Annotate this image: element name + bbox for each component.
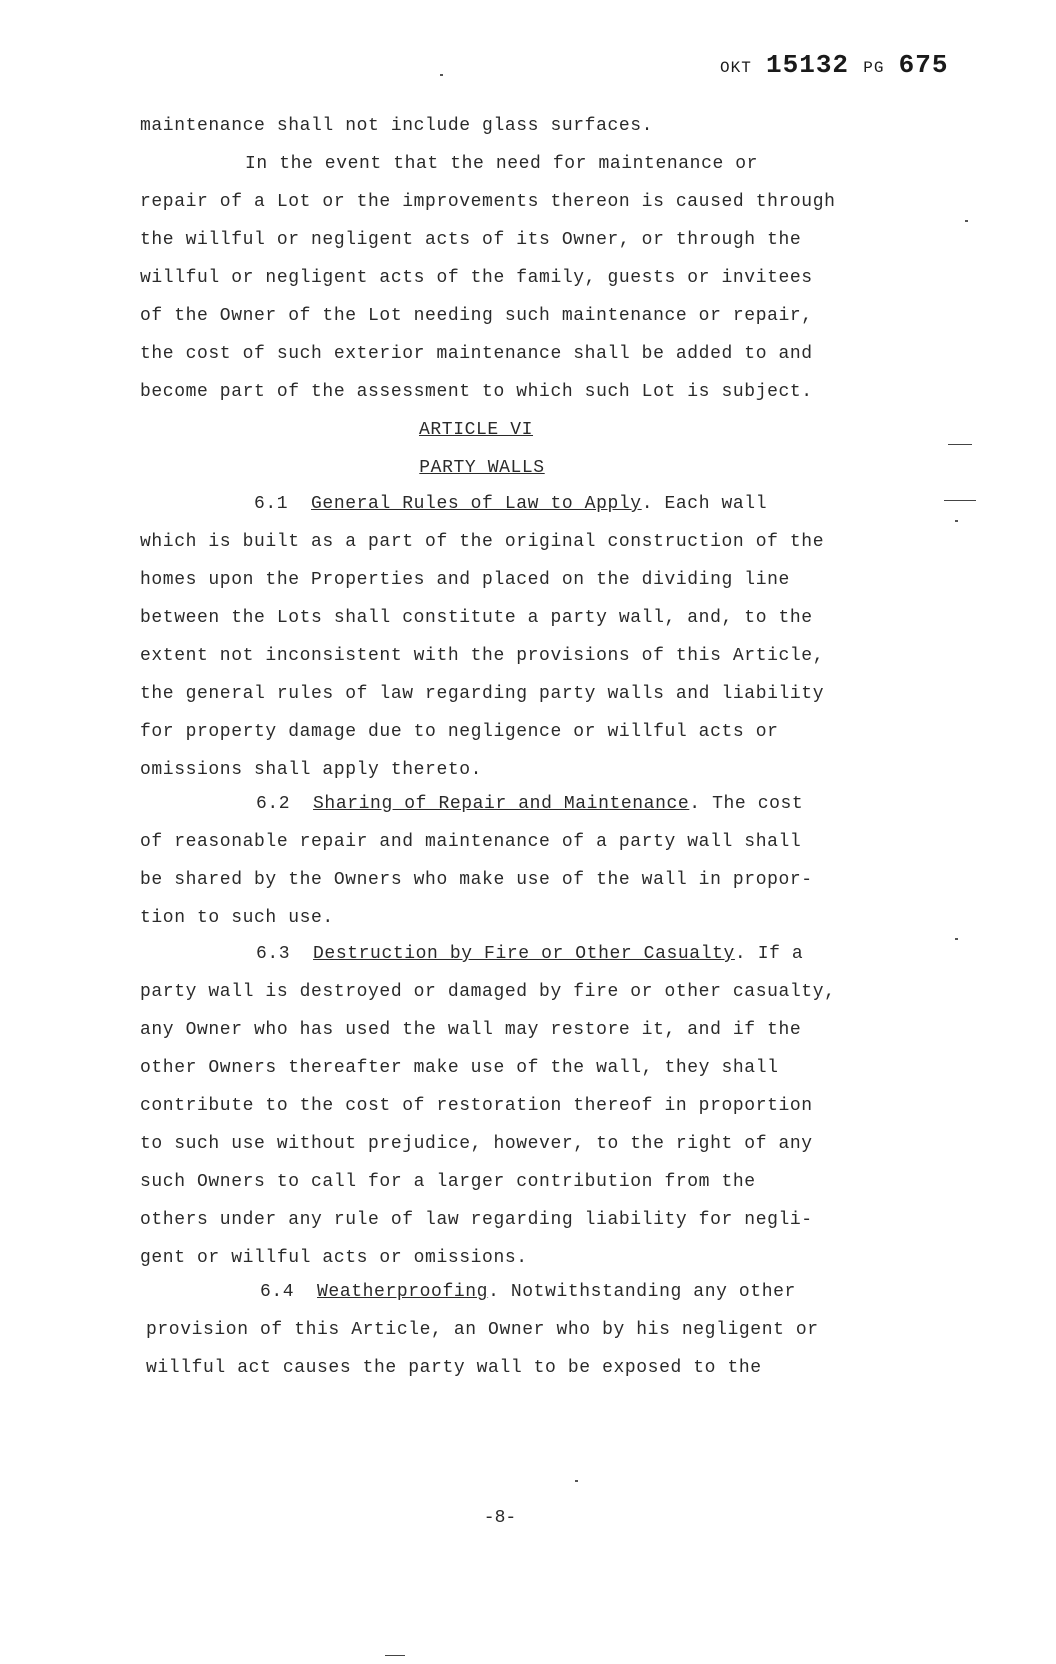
text-line: repair of a Lot or the improvements thereon is caused through bbox=[140, 192, 836, 212]
section-number: 6.1 bbox=[254, 494, 289, 514]
text-line: gent or willful acts or omissions. bbox=[140, 1248, 528, 1268]
text-line: the willful or negligent acts of its Owner, or through the bbox=[140, 230, 802, 250]
text-line: to such use without prejudice, however, to the right of any bbox=[140, 1134, 813, 1154]
text-line: the general rules of law regarding party walls and liability bbox=[140, 684, 825, 704]
text-line: contribute to the cost of restoration thereof in proportion bbox=[140, 1096, 813, 1116]
text-line: be shared by the Owners who make use of the wall in propor- bbox=[140, 870, 813, 890]
section-6-2-first-line bbox=[256, 794, 803, 814]
stamp-page-number: 675 bbox=[898, 50, 949, 80]
margin-mark bbox=[944, 500, 976, 501]
section-6-4-first-line bbox=[260, 1282, 796, 1302]
page-number: -8- bbox=[483, 1508, 517, 1528]
text-line: of the Owner of the Lot needing such maintenance or repair, bbox=[140, 306, 813, 326]
scan-speck bbox=[955, 520, 958, 522]
section-text: . The cost bbox=[689, 794, 804, 814]
section-number: 6.2 bbox=[256, 794, 291, 814]
scan-speck bbox=[440, 74, 443, 76]
text-line: for property damage due to negligence or willful acts or bbox=[140, 722, 779, 742]
text-line: become part of the assessment to which such Lot is subject. bbox=[140, 382, 813, 402]
text-line: between the Lots shall constitute a party wall, and, to the bbox=[140, 608, 813, 628]
text-line: the cost of such exterior maintenance shall be added to and bbox=[140, 344, 813, 364]
section-text: . Each wall bbox=[641, 494, 768, 514]
recording-stamp bbox=[720, 50, 948, 80]
article-title: ARTICLE VI bbox=[418, 420, 534, 440]
stamp-book-number: 15132 bbox=[766, 50, 850, 80]
section-6-1-first-line bbox=[254, 494, 767, 514]
text-line: omissions shall apply thereto. bbox=[140, 760, 483, 780]
text-line: any Owner who has used the wall may restore it, and if the bbox=[140, 1020, 802, 1040]
section-heading: Sharing of Repair and Maintenance bbox=[313, 794, 690, 814]
text-line: willful or negligent acts of the family, guests or invitees bbox=[140, 268, 813, 288]
text-line: homes upon the Properties and placed on the dividing line bbox=[140, 570, 790, 590]
section-number: 6.3 bbox=[256, 944, 291, 964]
article-subtitle: PARTY WALLS bbox=[419, 458, 545, 478]
scan-speck bbox=[385, 1655, 405, 1656]
section-6-3-first-line bbox=[256, 944, 803, 964]
text-line: tion to such use. bbox=[140, 908, 334, 928]
section-text: . If a bbox=[734, 944, 804, 964]
text-line: In the event that the need for maintenance or bbox=[245, 154, 759, 174]
stamp-prefix: OKT bbox=[720, 59, 752, 77]
margin-mark bbox=[948, 444, 972, 445]
text-line: which is built as a part of the original construction of the bbox=[140, 532, 825, 552]
text-line: willful act causes the party wall to be exposed to the bbox=[146, 1358, 762, 1378]
text-line: maintenance shall not include glass surfaces. bbox=[140, 116, 654, 136]
section-heading: Destruction by Fire or Other Casualty bbox=[313, 944, 735, 964]
scan-speck bbox=[965, 220, 968, 222]
section-text: . Notwithstanding any other bbox=[488, 1282, 796, 1302]
scan-speck bbox=[955, 938, 958, 940]
section-number: 6.4 bbox=[260, 1282, 295, 1302]
text-line: extent not inconsistent with the provisions of this Article, bbox=[140, 646, 825, 666]
scan-speck bbox=[575, 1480, 578, 1482]
text-line: such Owners to call for a larger contribution from the bbox=[140, 1172, 756, 1192]
text-line: others under any rule of law regarding liability for negli- bbox=[140, 1210, 813, 1230]
section-heading: General Rules of Law to Apply bbox=[311, 494, 642, 514]
text-line: of reasonable repair and maintenance of a party wall shall bbox=[140, 832, 802, 852]
section-heading: Weatherproofing bbox=[317, 1282, 489, 1302]
stamp-pg-label: PG bbox=[863, 59, 885, 77]
text-line: provision of this Article, an Owner who by his negligent or bbox=[146, 1320, 819, 1340]
text-line: other Owners thereafter make use of the wall, they shall bbox=[140, 1058, 779, 1078]
text-line: party wall is destroyed or damaged by fire or other casualty, bbox=[140, 982, 836, 1002]
